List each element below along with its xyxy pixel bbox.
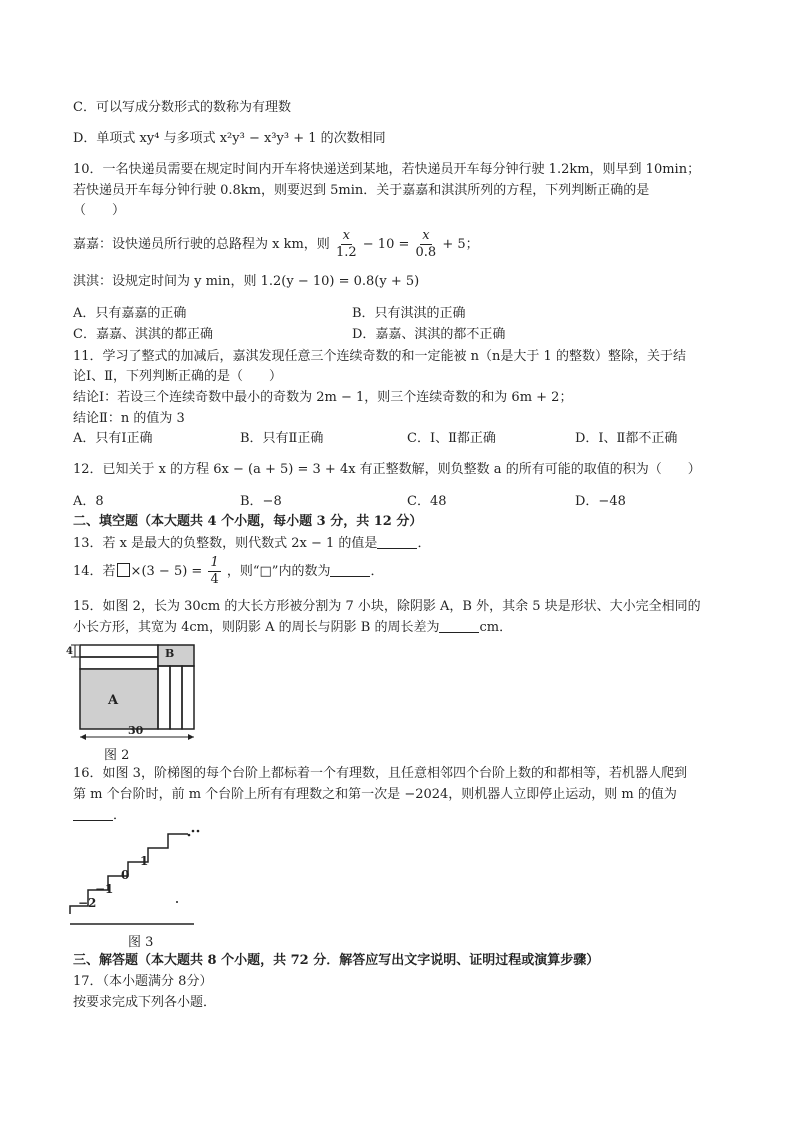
fraction-1-over-4 [208,555,220,588]
step-label-4: 1 [140,854,149,868]
qiqi-equation: 淇淇：设规定时间为 y min，则 1.2(y − 10) = 0.8(y + 5) [73,274,420,289]
figure-2-label-width: 30 [128,724,144,737]
fraction-numerator: 1 [210,555,219,570]
q11-option-a: A．只有Ⅰ正确 [73,431,153,446]
jiajia-prefix: 嘉嘉：设快递员所行驶的总路程为 x km，则 [73,237,330,252]
fraction-denominator: 4 [210,572,219,587]
q15-unit: cm． [479,620,513,635]
fraction-denominator: 0.8 [415,245,437,260]
jiajia-middle: − 10 = [362,237,410,252]
figure-3-staircase-diagram [66,828,201,930]
q11-option-d: D．Ⅰ、Ⅱ都不正确 [575,431,678,446]
q16-line-1: 16．如图 3，阶梯图的每个台阶上都标着一个有理数，且任意相邻四个台阶上数的和都相等，若机器人爬到 [73,766,687,781]
q13-answer-blank[interactable] [377,536,417,549]
q10-option-a: A．只有嘉嘉的正确 [73,306,187,321]
q12-option-b: B．−8 [240,494,282,509]
q10-line-2: 若快递员开车每分钟行驶 0.8km，则要迟到 5min．关于嘉嘉和淇淇所列的方程，下列判断正确的是 [73,183,650,198]
q10-option-b: B．只有淇淇的正确 [352,306,466,321]
square-box-icon [117,563,130,577]
fraction-numerator: x [342,228,350,243]
q13-text: 13．若 x 是最大的负整数，则代数式 2x − 1 的值是 [73,536,378,551]
section-2-heading: 二、填空题（本大题共 4 个小题，每小题 3 分，共 12 分） [73,514,423,529]
q11-line-1: 11．学习了整式的加减后，嘉淇发现任意三个连续奇数的和一定能被 n（n是大于 1 的整数）整除，关于结 [73,349,686,364]
q14-line [73,555,383,589]
q13-end: ． [417,536,431,551]
q10-option-d: D．嘉嘉、淇淇的都不正确 [352,327,506,342]
q11-conclusion-1: 结论Ⅰ：若设三个连续奇数中最小的奇数为 2m − 1，则三个连续奇数的和为 6m + 2； [73,390,573,405]
step-label-3: 0 [121,868,130,882]
q17-heading: 17．（本小题满分 8分） [73,974,213,989]
step-label-1: −2 [78,896,97,910]
q12-option-c: C．48 [407,494,447,509]
q11-line-2: 论Ⅰ、Ⅱ，下列判断正确的是（ ） [73,369,282,384]
q14-answer-blank[interactable] [330,564,370,577]
q13-line [73,535,430,553]
fraction-numerator: x [422,228,430,243]
figure-2-label-height: 4 [66,646,73,657]
q12-option-a: A．8 [73,494,104,509]
section-3-heading: 三、解答题（本大题共 8 个小题，共 72 分．解答应写出文字说明、证明过程或演算步骤） [73,953,600,968]
fraction-x-over-0.8 [416,228,437,261]
q14-suffix: ，则“□”内的数为 [226,564,331,579]
option-c-line: C．可以写成分数形式的数称为有理数 [73,100,291,115]
q14-end: ． [370,564,384,579]
fraction-x-over-1.2 [336,228,357,261]
q11-conclusion-2: 结论Ⅱ：n 的值为 3 [73,411,185,426]
q16-end: ． [113,808,127,823]
jiajia-equation [73,228,479,262]
q14-middle: ×(3 − 5) = [130,564,203,579]
step-label-2: −1 [95,882,114,896]
q15-text: 小长方形，其宽为 4cm，则阴影 A 的周长与阴影 B 的周长差为 [73,620,440,635]
figure-2-label-b: B [165,647,175,660]
q10-line-3: （ ） [73,203,126,218]
q16-line-3 [73,807,126,825]
jiajia-suffix: + 5； [442,237,479,252]
q15-answer-blank[interactable] [439,620,479,633]
option-d-line: D．单项式 xy⁴ 与多项式 x²y³ − x³y³ + 1 的次数相同 [73,131,386,146]
q16-line-2: 第 m 个台阶时，前 m 个台阶上所有有理数之和第一次是 −2024，则机器人立即停止运动，则 m 的值为 [73,787,677,802]
q10-line-1: 10．一名快递员需要在规定时间内开车将快递送到某地，若快递员开车每分钟行驶 1.2km，则早到 10min； [73,162,701,177]
q15-line-2 [73,619,512,637]
q17-instruction: 按要求完成下列各小题． [73,995,217,1010]
figure-2-caption: 图 2 [104,748,130,763]
fraction-denominator: 1.2 [335,245,357,260]
q10-option-c: C．嘉嘉、淇淇的都正确 [73,327,213,342]
figure-2-label-a: A [108,693,119,708]
q16-answer-blank[interactable] [73,808,113,821]
q12-line: 12．已知关于 x 的方程 6x − (a + 5) = 3 + 4x 有正整数解，则负整数 a 的所有可能的取值的积为（ ） [73,462,701,477]
q11-option-b: B．只有Ⅱ正确 [240,431,324,446]
q14-prefix: 14．若 [73,564,116,579]
q11-option-c: C．Ⅰ、Ⅱ都正确 [407,431,496,446]
figure-3-caption: 图 3 [128,935,154,950]
q12-option-d: D．−48 [575,494,626,509]
q15-line-1: 15．如图 2，长为 30cm 的大长方形被分割为 7 小块，除阴影 A，B 外，其余 5 块是形状、大小完全相同的 [73,599,701,614]
